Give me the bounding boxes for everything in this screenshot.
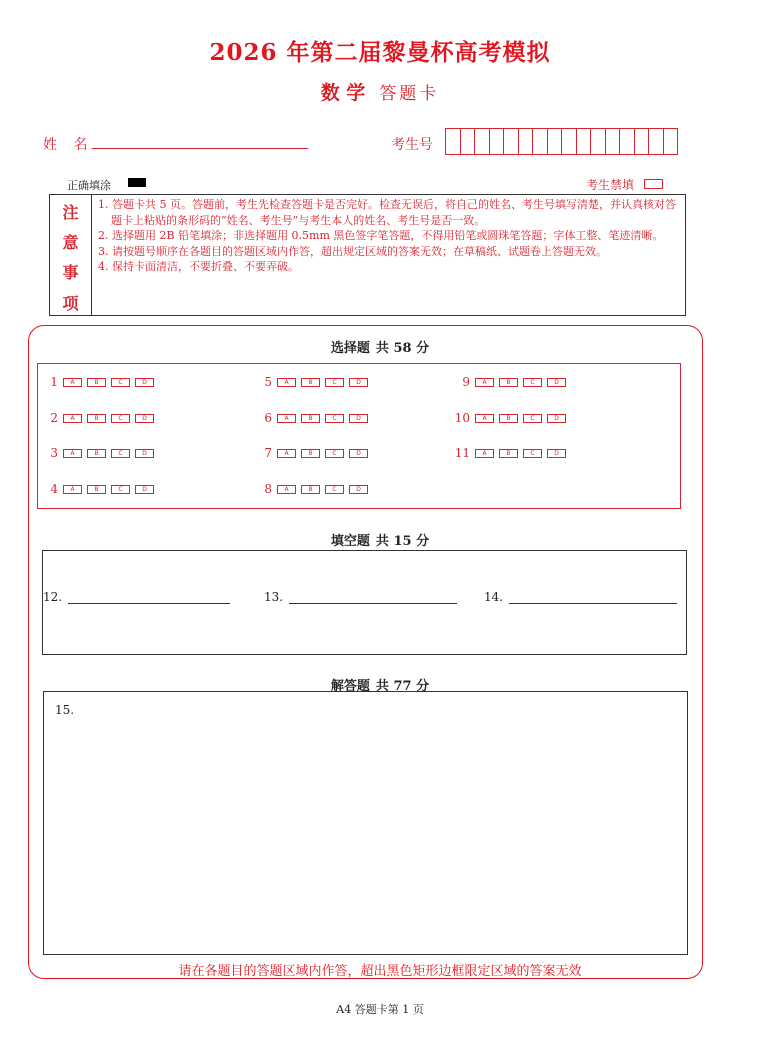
- banned-fill-box: [644, 179, 663, 189]
- mcq-option-bubble[interactable]: C: [325, 414, 344, 423]
- mcq-option-bubble[interactable]: A: [475, 449, 494, 458]
- mcq-option-bubble[interactable]: A: [277, 449, 296, 458]
- mcq-option-bubble[interactable]: A: [475, 414, 494, 423]
- student-id-digit-box[interactable]: [663, 128, 679, 155]
- mcq-question: [40, 411, 159, 425]
- mcq-option-bubble[interactable]: B: [301, 449, 320, 458]
- student-id-digit-box[interactable]: [445, 128, 461, 155]
- mcq-question-number: 10: [454, 411, 470, 425]
- mcq-question: [254, 375, 373, 389]
- mcq-question: [40, 375, 159, 389]
- student-id-digit-box[interactable]: [576, 128, 592, 155]
- notice-item: 4. 保持卡面清洁，不要折叠、不要弄破。: [98, 260, 299, 273]
- mcq-question: [254, 446, 373, 460]
- subject-title: [0, 78, 760, 105]
- answer-box-15[interactable]: [43, 691, 688, 955]
- mcq-option-bubble[interactable]: D: [349, 378, 368, 387]
- mcq-option-bubble[interactable]: A: [475, 378, 494, 387]
- student-id-digit-box[interactable]: [561, 128, 577, 155]
- fill-section-title: [0, 530, 760, 549]
- notice-heading-char: 意: [62, 233, 79, 252]
- mcq-score: 共 58 分: [375, 341, 430, 356]
- student-id-digit-box[interactable]: [503, 128, 519, 155]
- mcq-question-number: 4: [50, 482, 58, 496]
- notice-heading-char: 注: [62, 203, 79, 222]
- fill-question[interactable]: [43, 590, 230, 604]
- mcq-option-bubble[interactable]: D: [547, 449, 566, 458]
- correct-fill-label: 正确填涂: [67, 179, 111, 192]
- mcq-option-bubble[interactable]: B: [301, 378, 320, 387]
- mcq-option-bubble[interactable]: D: [349, 414, 368, 423]
- banned-fill-label: 考生禁填: [586, 178, 635, 192]
- mcq-question: [254, 411, 373, 425]
- mcq-question-number: 5: [264, 375, 272, 389]
- notice-body: [98, 197, 683, 275]
- mcq-option-bubble[interactable]: B: [87, 378, 106, 387]
- mcq-option-bubble[interactable]: C: [523, 378, 542, 387]
- subject-name: 数 学: [320, 82, 366, 104]
- fill-answer-line[interactable]: [509, 603, 677, 604]
- mcq-section-title: [0, 337, 760, 356]
- mcq-title: 选择题: [330, 341, 370, 356]
- mcq-option-bubble[interactable]: A: [63, 485, 82, 494]
- mcq-question: [452, 446, 571, 460]
- notice-heading-char: 事: [62, 263, 79, 282]
- fill-question-number: 13.: [264, 590, 284, 604]
- student-id-boxes[interactable]: [446, 128, 678, 155]
- mcq-option-bubble[interactable]: B: [87, 449, 106, 458]
- mcq-option-bubble[interactable]: B: [87, 485, 106, 494]
- mcq-option-bubble[interactable]: D: [349, 485, 368, 494]
- mcq-option-bubble[interactable]: A: [277, 485, 296, 494]
- student-id-digit-box[interactable]: [532, 128, 548, 155]
- mcq-option-bubble[interactable]: D: [135, 378, 154, 387]
- page-footer: A4 答题卡第 1 页: [336, 1003, 424, 1016]
- mcq-option-bubble[interactable]: A: [277, 378, 296, 387]
- mcq-question-number: 6: [264, 411, 272, 425]
- mcq-option-bubble[interactable]: B: [499, 378, 518, 387]
- mcq-question-number: 1: [50, 375, 58, 389]
- answer-score: 共 77 分: [375, 679, 430, 694]
- mcq-option-bubble[interactable]: B: [87, 414, 106, 423]
- student-id-digit-box[interactable]: [460, 128, 476, 155]
- name-field[interactable]: [92, 148, 308, 149]
- mcq-option-bubble[interactable]: C: [523, 449, 542, 458]
- student-id-digit-box[interactable]: [489, 128, 505, 155]
- notice-item: 3. 请按题号顺序在各题目的答题区域内作答，超出规定区域的答案无效；在草稿纸、试题卷上答题无效。: [98, 244, 607, 258]
- mcq-question: [40, 482, 159, 496]
- exam-title: 2026 年第二届黎曼杯高考模拟: [209, 39, 551, 66]
- answer-question-number: 15.: [55, 703, 75, 717]
- notice-item: 2. 选择题用 2B 铅笔填涂；非选择题用 0.5mm 黑色签字笔答题，不得用铅笔或圆珠笔答题；字体工整、笔迹清晰。: [98, 229, 664, 242]
- mcq-option-bubble[interactable]: A: [63, 414, 82, 423]
- student-id-digit-box[interactable]: [590, 128, 606, 155]
- mcq-question-number: 9: [462, 375, 470, 389]
- mcq-option-bubble[interactable]: A: [63, 378, 82, 387]
- answer-warning: 请在各题目的答题区域内作答，超出黑色矩形边框限定区域的答案无效: [178, 964, 582, 979]
- mcq-option-bubble[interactable]: C: [325, 378, 344, 387]
- mcq-option-bubble[interactable]: D: [547, 414, 566, 423]
- mcq-option-bubble[interactable]: B: [499, 414, 518, 423]
- mcq-option-bubble[interactable]: D: [135, 449, 154, 458]
- student-id-digit-box[interactable]: [605, 128, 621, 155]
- student-id-digit-box[interactable]: [634, 128, 650, 155]
- fill-question[interactable]: [264, 590, 457, 604]
- mcq-option-bubble[interactable]: A: [277, 414, 296, 423]
- mcq-question-number: 7: [264, 446, 272, 460]
- mcq-option-bubble[interactable]: D: [349, 449, 368, 458]
- fill-score: 共 15 分: [375, 534, 430, 549]
- student-id-digit-box[interactable]: [648, 128, 664, 155]
- mcq-option-bubble[interactable]: C: [325, 449, 344, 458]
- student-id-digit-box[interactable]: [547, 128, 563, 155]
- mcq-question: [452, 375, 571, 389]
- mcq-option-bubble[interactable]: A: [63, 449, 82, 458]
- mcq-option-bubble[interactable]: C: [523, 414, 542, 423]
- mcq-option-bubble[interactable]: B: [301, 485, 320, 494]
- mcq-question-number: 8: [264, 482, 272, 496]
- mcq-question: [254, 482, 373, 496]
- mcq-option-bubble[interactable]: B: [499, 449, 518, 458]
- student-id-label: 考生号: [391, 137, 433, 153]
- name-label: 姓 名: [43, 137, 94, 153]
- mcq-option-bubble[interactable]: C: [111, 414, 130, 423]
- mcq-question-number: 2: [50, 411, 58, 425]
- answer-title: 解答题: [330, 679, 370, 694]
- correct-fill-sample: [128, 178, 146, 187]
- mcq-question-number: 3: [50, 446, 58, 460]
- notice-heading: [50, 195, 92, 315]
- notice-heading-char: 项: [62, 294, 79, 313]
- mcq-option-bubble[interactable]: C: [325, 485, 344, 494]
- mcq-question-number: 11: [454, 446, 470, 460]
- fill-answer-line[interactable]: [68, 603, 230, 604]
- student-id-digit-box[interactable]: [474, 128, 490, 155]
- fill-title: 填空题: [330, 534, 370, 549]
- mcq-option-bubble[interactable]: C: [111, 485, 130, 494]
- student-id-digit-box[interactable]: [518, 128, 534, 155]
- mcq-question: [452, 411, 571, 425]
- notice-item: 1. 答题卡共 5 页。答题前，考生先检查答题卡是否完好。检查无误后，将自己的姓名、考生号填写清楚，并认真核对答题卡上粘贴的条形码的“姓名、考生号”与考生本人的姓名、考生号是否一致。: [98, 198, 676, 227]
- fill-answer-line[interactable]: [289, 603, 457, 604]
- fill-question-number: 12.: [43, 590, 63, 604]
- fill-question[interactable]: [484, 590, 677, 604]
- mcq-option-bubble[interactable]: D: [547, 378, 566, 387]
- card-label: 答题卡: [379, 84, 440, 104]
- mcq-question: [40, 446, 159, 460]
- student-id-digit-box[interactable]: [619, 128, 635, 155]
- fill-question-number: 14.: [484, 590, 504, 604]
- mcq-option-bubble[interactable]: B: [301, 414, 320, 423]
- mcq-option-bubble[interactable]: C: [111, 378, 130, 387]
- mcq-option-bubble[interactable]: C: [111, 449, 130, 458]
- notice-box: [49, 194, 686, 316]
- mcq-option-bubble[interactable]: D: [135, 414, 154, 423]
- mcq-option-bubble[interactable]: D: [135, 485, 154, 494]
